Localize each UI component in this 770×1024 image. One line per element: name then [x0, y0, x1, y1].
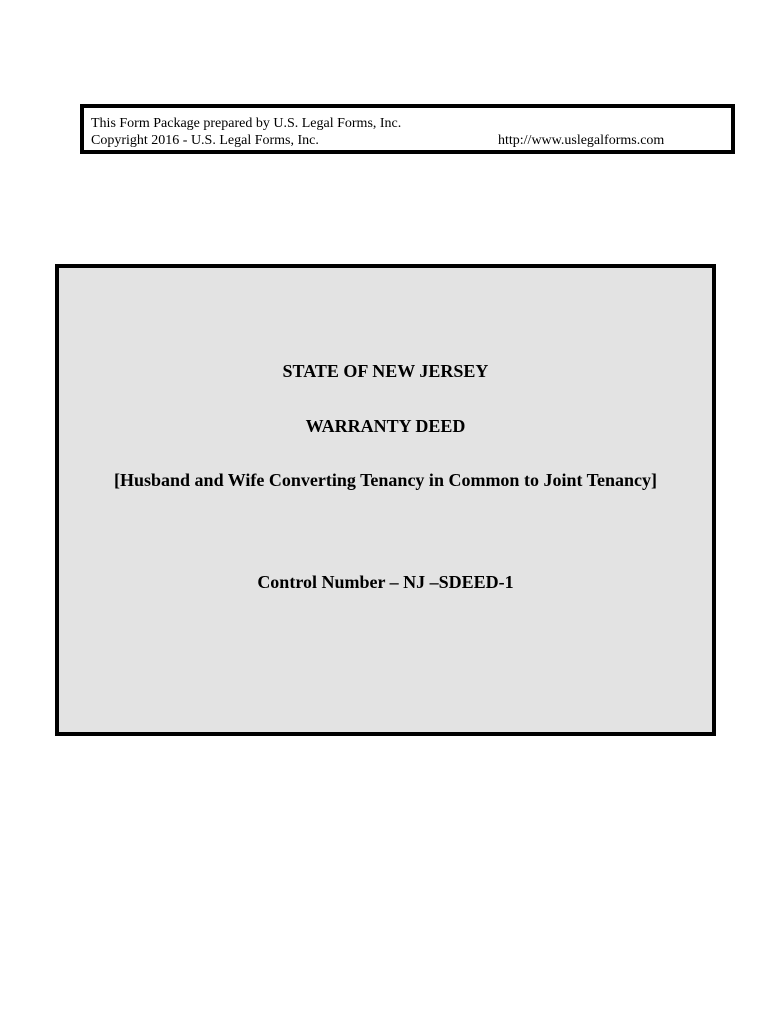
cover-box	[55, 264, 716, 736]
deed-subtitle: [Husband and Wife Converting Tenancy in Common to Joint Tenancy]	[114, 470, 657, 490]
header-box	[80, 104, 735, 154]
state-title: STATE OF NEW JERSEY	[282, 361, 489, 381]
prepared-by-text: This Form Package prepared by U.S. Legal Forms, Inc.	[91, 116, 402, 131]
deed-title: WARRANTY DEED	[305, 416, 466, 436]
control-number: Control Number – NJ –SDEED-1	[257, 572, 514, 592]
copyright-text: Copyright 2016 - U.S. Legal Forms, Inc.	[91, 133, 319, 148]
website-url: http://www.uslegalforms.com	[498, 133, 665, 148]
